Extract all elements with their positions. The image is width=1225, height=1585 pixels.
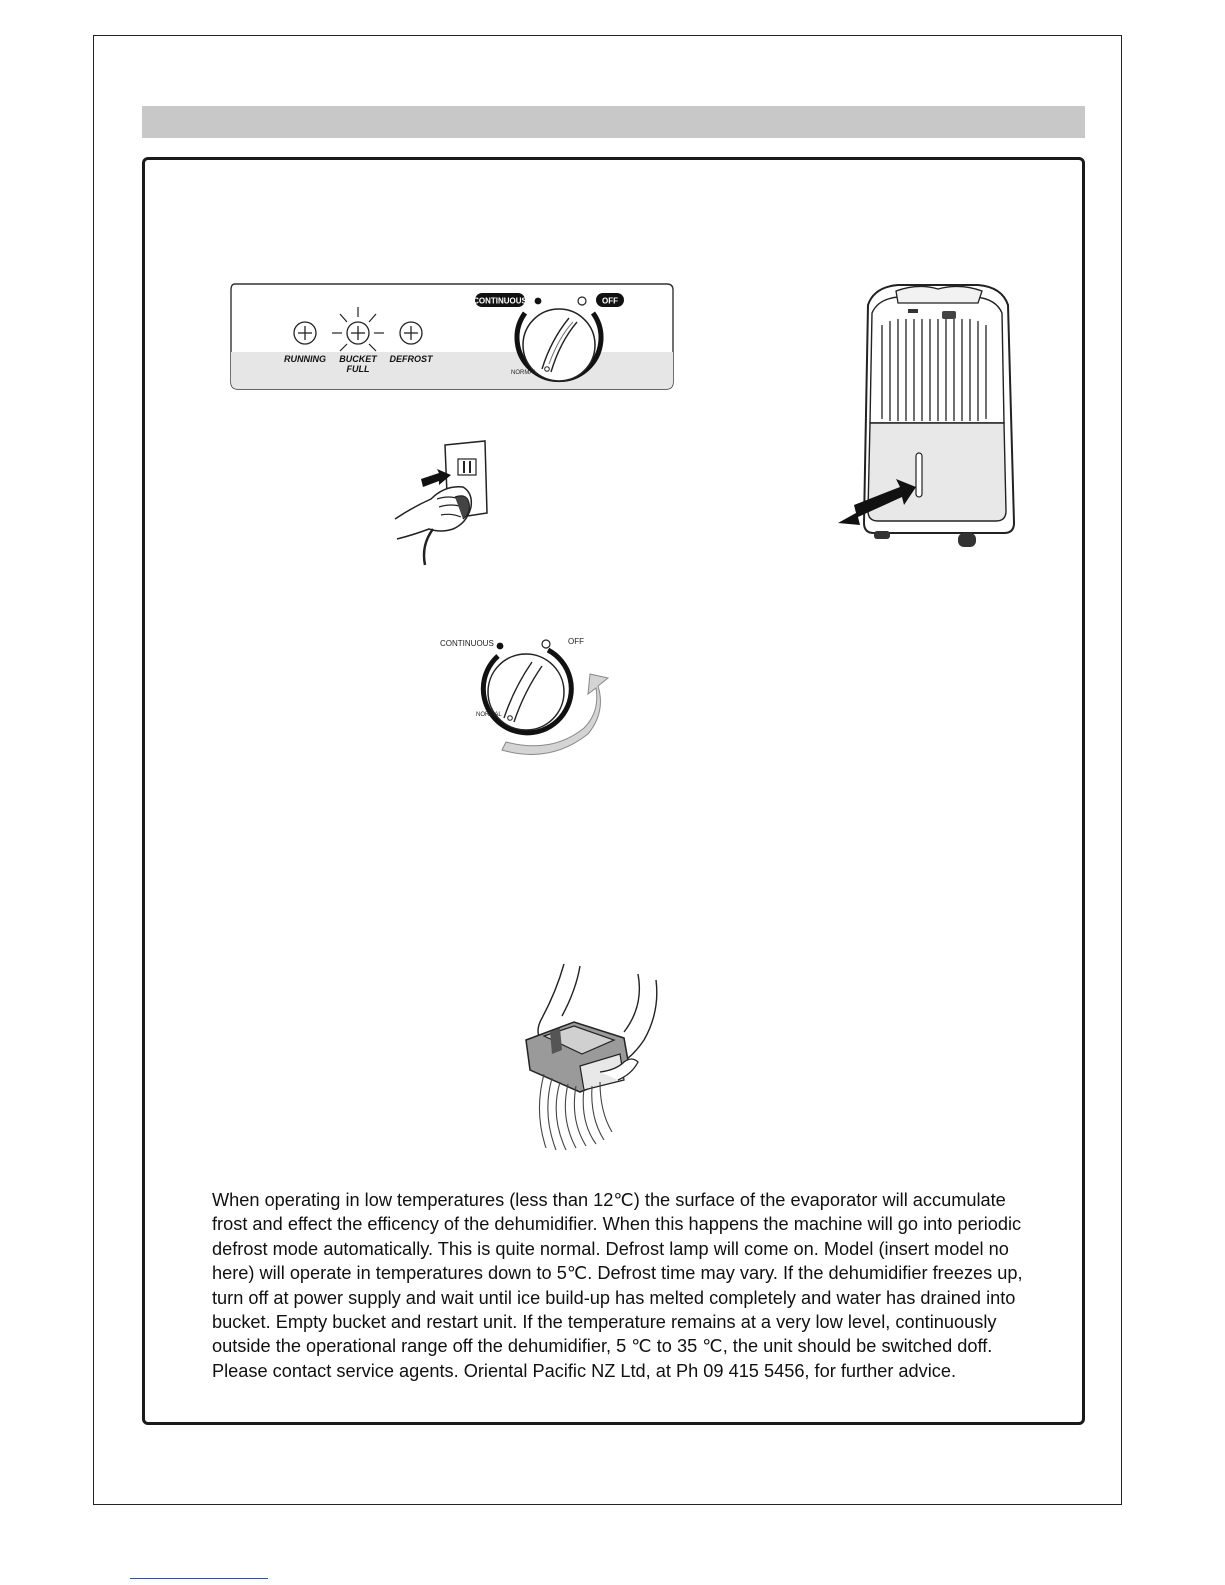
empty-bucket-figure	[520, 962, 670, 1152]
full-label: FULL	[346, 364, 370, 374]
running-lamp-icon	[294, 322, 316, 344]
note-line: here) will operate in temperatures down to 5℃. Defrost time may vary. If the dehumidifier freezes up,	[212, 1263, 1023, 1284]
note-line: bucket. Empty bucket and restart unit. If the temperature remains at a very low level, continuously	[212, 1312, 997, 1333]
defrost-label: DEFROST	[389, 354, 433, 364]
note-line: frost and effect the efficency of the dehumidifier. When this happens the machine will go into periodic	[212, 1214, 1022, 1235]
continuous-label: CONTINUOUS	[473, 296, 527, 306]
note-line: When operating in low temperatures (less than 12℃) the surface of the evaporator will accumulate	[212, 1190, 1006, 1210]
note-line: outside the operational range off the dehumidifier, 5 ℃ to 35 ℃, the unit should be switched doff.	[212, 1336, 993, 1357]
control-panel-figure	[229, 282, 675, 392]
footer-link-underline	[130, 1578, 268, 1579]
note-line: defrost mode automatically. This is quite normal. Defrost lamp will come on. Model (insert model no	[212, 1238, 1009, 1259]
normal-label: NORMAL	[511, 370, 537, 376]
bucket-label: BUCKET	[339, 354, 377, 364]
knob-off-label: OFF	[568, 637, 584, 646]
knob-normal-label: NORMAL	[476, 712, 502, 718]
note-line: turn off at power supply and wait until ice build-up has melted completely and water has drained into	[212, 1287, 1016, 1308]
plug-in-figure	[393, 437, 503, 567]
off-label: OFF	[602, 296, 618, 306]
knob-figure	[430, 630, 630, 760]
running-label: RUNNING	[284, 354, 326, 364]
note-line: Please contact service agents. Oriental Pacific NZ Ltd, at Ph 09 415 5456, for further advice.	[212, 1360, 957, 1381]
section-header-bar	[142, 106, 1085, 138]
defrost-lamp-icon	[400, 322, 422, 344]
knob-continuous-label: CONTINUOUS	[440, 639, 494, 648]
dehumidifier-figure	[838, 283, 1028, 558]
low-temperature-note	[212, 1188, 1042, 1383]
